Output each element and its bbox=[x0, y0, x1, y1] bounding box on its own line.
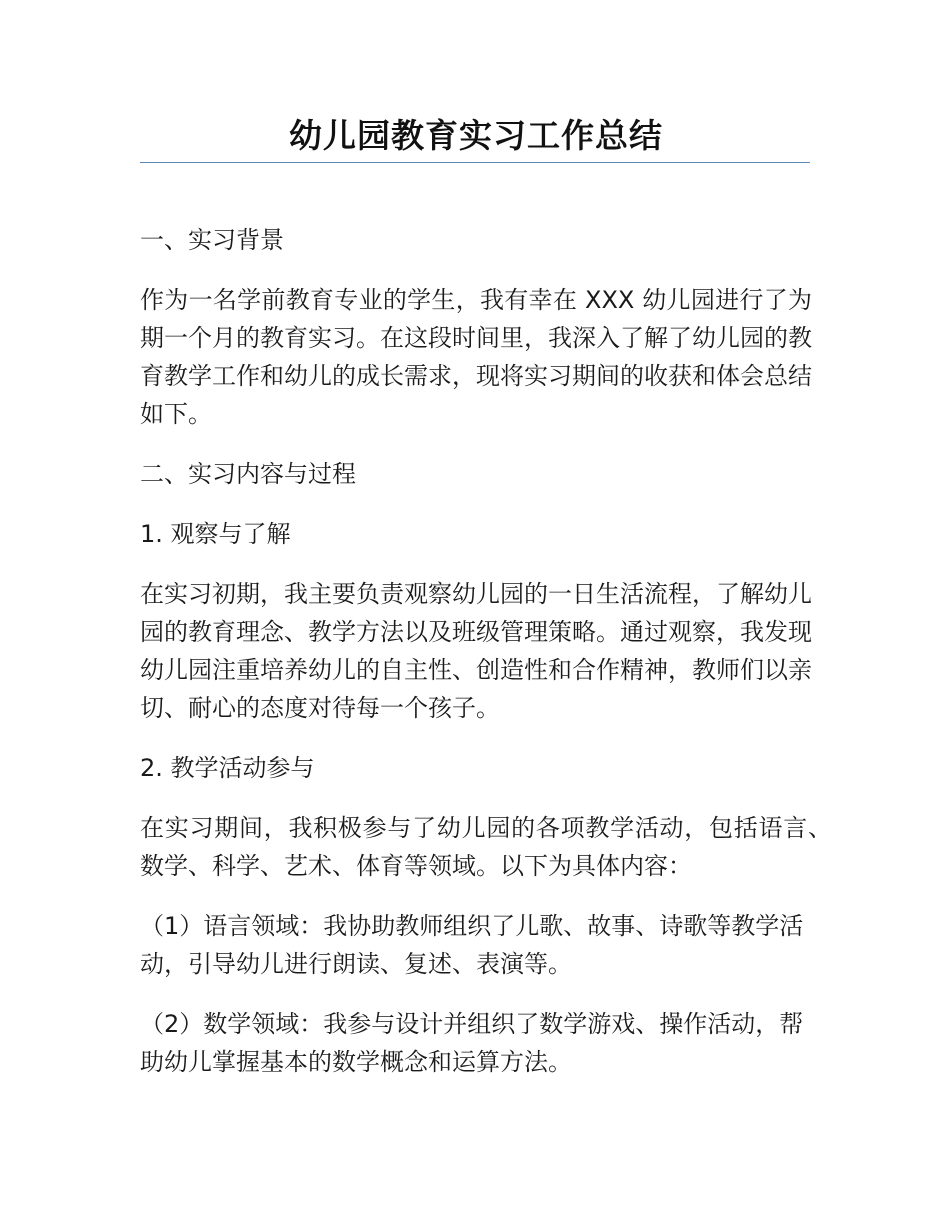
background-paragraph: 作为一名学前教育专业的学生，我有幸在 XXX 幼儿园进行了为期一个月的教育实习。在这段时间里，我深入了解了幼儿园的教育教学工作和幼儿的成长需求，现将实习期间的收获和体会总结如下。 bbox=[140, 286, 812, 428]
teaching-paragraph: 在实习期间，我积极参与了幼儿园的各项教学活动，包括语言、数学、科学、艺术、体育等领域。以下为具体内容： bbox=[140, 814, 832, 880]
section-heading-content: 二、实习内容与过程 bbox=[140, 460, 356, 488]
title-underline bbox=[140, 162, 810, 163]
subheading-teaching: 2. 教学活动参与 bbox=[140, 754, 315, 782]
document-page bbox=[140, 0, 832, 1081]
math-domain-item: （2）数学领域：我参与设计并组织了数学游戏、操作活动，帮助幼儿掌握基本的数学概念和运算方法。 bbox=[140, 1010, 804, 1076]
document-title: 幼儿园教育实习工作总结 bbox=[289, 116, 663, 155]
section-heading-background: 一、实习背景 bbox=[140, 226, 284, 254]
subheading-observe: 1. 观察与了解 bbox=[140, 520, 291, 548]
language-domain-item: （1）语言领域：我协助教师组织了儿歌、故事、诗歌等教学活动，引导幼儿进行朗读、复述、表演等。 bbox=[140, 912, 804, 978]
observe-paragraph: 在实习初期，我主要负责观察幼儿园的一日生活流程，了解幼儿园的教育理念、教学方法以及班级管理策略。通过观察，我发现幼儿园注重培养幼儿的自主性、创造性和合作精神，教师们以亲切、耐心的态度对待每一个孩子。 bbox=[140, 580, 812, 722]
